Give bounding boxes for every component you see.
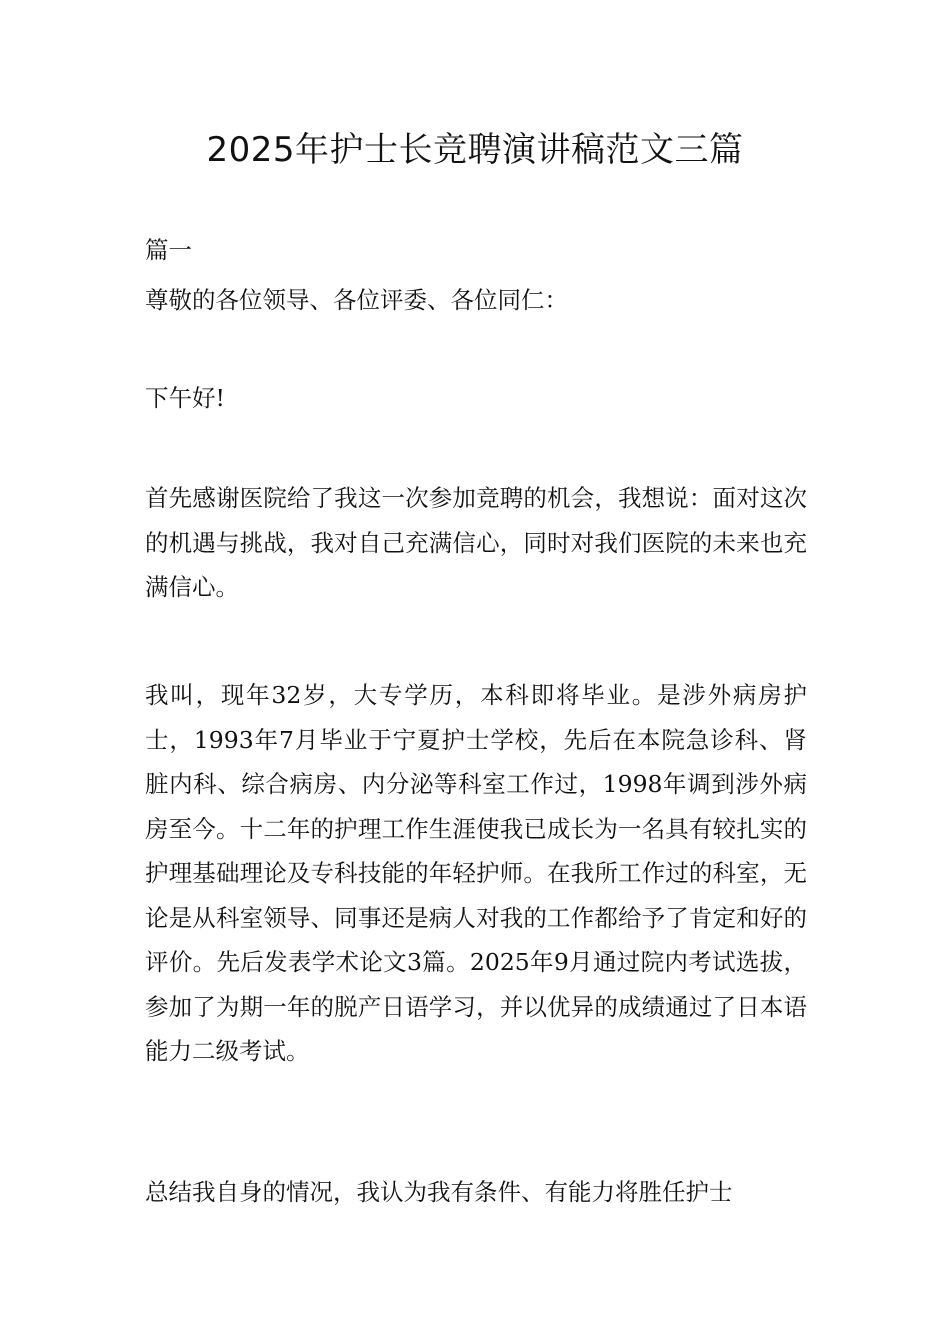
paragraph-3-text: 总结我自身的情况，我认为我有条件、有能力将胜任护士	[145, 1178, 733, 1206]
paragraph-2-text: 我叫，现年32岁，大专学历，本科即将毕业。是涉外病房护士，1993年7月毕业于宁夏护士学校，先后在本院急诊科、肾脏内科、综合病房、内分泌等科室工作过，1998年调到涉外病房至今。十二年的护理工作生涯使我已成长为一名具有较扎实的护理基础理论及专科技能的年轻护师。在我所工作过的科室，无论是从科室领导、同事还是病人对我的工作都给予了肯定和好的评价。先后发表学术论文3篇。2025年9月通过院内考试选拔，参加了为期一年的脱产日语学习，并以优异的成绩通过了日本语能力二级考试。	[145, 681, 807, 1065]
section-label-text: 篇一	[145, 236, 192, 264]
greeting-text: 下午好!	[145, 384, 225, 412]
greeting	[145, 376, 807, 421]
section-label	[145, 228, 807, 273]
paragraph-3	[145, 1170, 807, 1215]
paragraph-1-text: 首先感谢医院给了我这一次参加竞聘的机会，我想说：面对这次的机遇与挑战，我对自己充满信心，同时对我们医院的未来也充满信心。	[145, 484, 807, 601]
salutation	[145, 278, 807, 323]
document-title: 2025年护士长竞聘演讲稿范文三篇	[206, 130, 744, 170]
salutation-text: 尊敬的各位领导、各位评委、各位同仁：	[145, 286, 568, 314]
paragraph-1	[145, 476, 807, 610]
paragraph-2	[145, 673, 807, 1074]
